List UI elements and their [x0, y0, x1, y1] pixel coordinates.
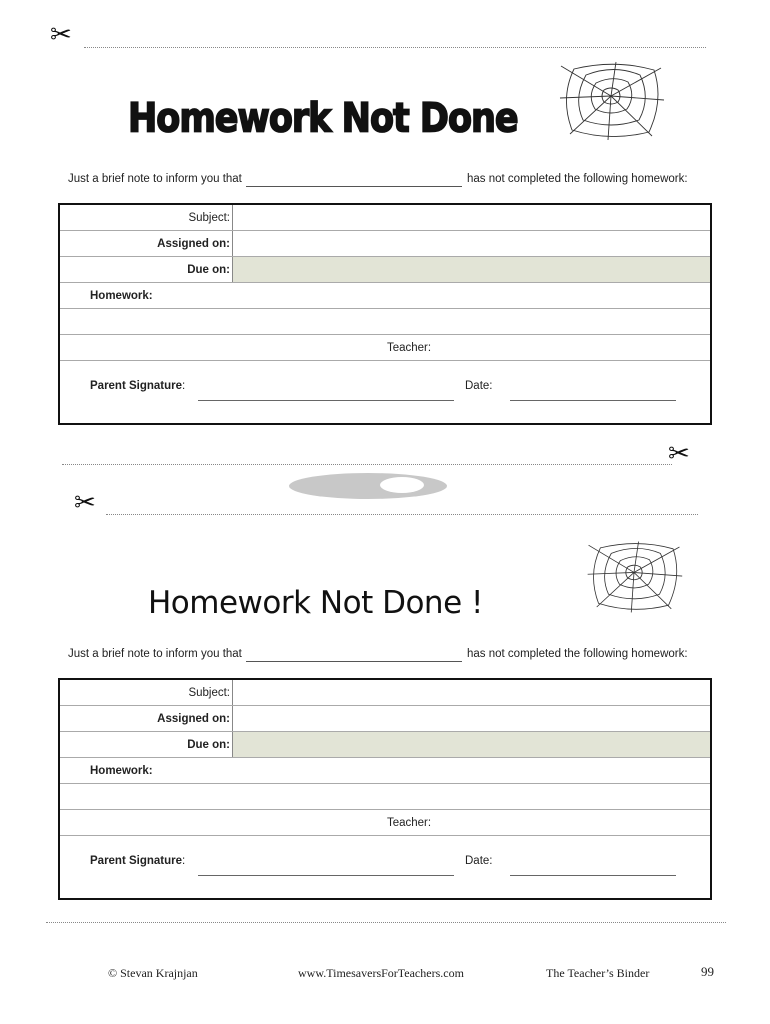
scissors-icon: ✂: [50, 20, 72, 50]
teacher-label: Teacher:: [386, 341, 432, 354]
homework-label: Homework:: [90, 764, 153, 777]
subject-label: Subject:: [188, 686, 230, 699]
parent-signature-field[interactable]: [198, 400, 454, 401]
note-suffix: has not completed the following homework:: [467, 173, 688, 185]
parent-signature-colon: :: [182, 855, 186, 867]
scissors-icon: ✂: [668, 439, 690, 469]
homework-row[interactable]: [60, 758, 710, 784]
teacher-row[interactable]: [60, 335, 710, 361]
date-label: Date:: [465, 855, 493, 867]
spiderweb-icon: [584, 536, 684, 618]
parent-signature-label: Parent Signature: [90, 380, 183, 392]
teacher-label: Teacher:: [386, 816, 432, 829]
assigned-label: Assigned on:: [157, 237, 230, 250]
spiderweb-icon: [556, 60, 666, 142]
homework-line[interactable]: [60, 309, 710, 335]
assigned-row: [60, 231, 710, 257]
date-field[interactable]: [510, 875, 676, 876]
subject-field[interactable]: [232, 680, 710, 705]
note-prefix: Just a brief note to inform you that: [68, 648, 242, 660]
due-field[interactable]: [232, 732, 710, 757]
subject-row: [60, 205, 710, 231]
homework-form: [58, 678, 712, 900]
signature-row: [60, 836, 710, 898]
footer-website: www.TimesaversForTeachers.com: [298, 966, 464, 980]
due-row: [60, 732, 710, 758]
homework-label: Homework:: [90, 289, 153, 302]
page-number: 99: [701, 964, 714, 979]
due-field[interactable]: [232, 257, 710, 282]
footer-copyright: © Stevan Krajnjan: [108, 966, 198, 980]
subject-label: Subject:: [188, 211, 230, 224]
cut-line: [62, 464, 672, 465]
punch-hole-icon: [288, 472, 448, 500]
homework-row[interactable]: [60, 283, 710, 309]
cut-line: [84, 47, 706, 48]
subject-field[interactable]: [232, 205, 710, 230]
assigned-label: Assigned on:: [157, 712, 230, 725]
student-name-blank[interactable]: [246, 186, 462, 187]
subject-row: [60, 680, 710, 706]
assigned-field[interactable]: [232, 231, 710, 256]
due-label: Due on:: [187, 738, 230, 751]
page-title: Homework Not Done: [128, 96, 518, 142]
date-label: Date:: [465, 380, 493, 392]
scissors-icon: ✂: [74, 488, 96, 518]
due-row: [60, 257, 710, 283]
due-label: Due on:: [187, 263, 230, 276]
parent-signature-label: Parent Signature: [90, 855, 183, 867]
cut-line: [46, 922, 726, 923]
signature-row: [60, 361, 710, 423]
assigned-field[interactable]: [232, 706, 710, 731]
note-prefix: Just a brief note to inform you that: [68, 173, 242, 185]
footer-book-title: The Teacher’s Binder: [546, 966, 650, 980]
teacher-row[interactable]: [60, 810, 710, 836]
page-title: Homework Not Done !: [148, 585, 483, 621]
note-suffix: has not completed the following homework:: [467, 648, 688, 660]
homework-line[interactable]: [60, 784, 710, 810]
homework-form: [58, 203, 712, 425]
parent-signature-colon: :: [182, 380, 186, 392]
cut-line: [106, 514, 698, 515]
student-name-blank[interactable]: [246, 661, 462, 662]
date-field[interactable]: [510, 400, 676, 401]
parent-signature-field[interactable]: [198, 875, 454, 876]
assigned-row: [60, 706, 710, 732]
